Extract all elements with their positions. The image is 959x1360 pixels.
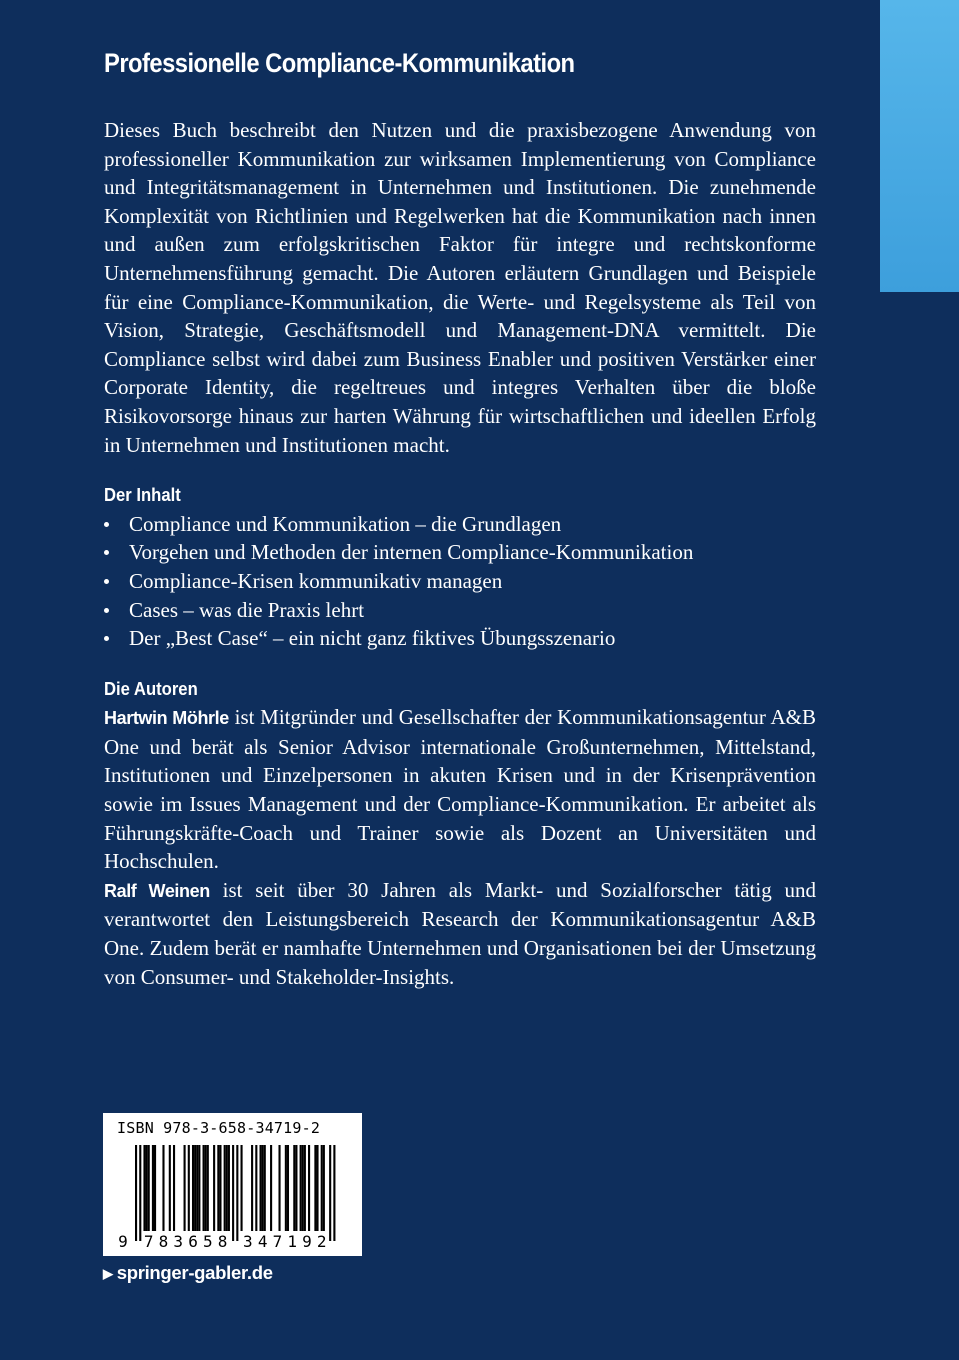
barcode-bar <box>333 1145 335 1241</box>
barcode-bar <box>198 1145 200 1231</box>
list-item-text: Der „Best Case“ – ein nicht ganz fiktives Übungsszenario <box>129 626 616 651</box>
author-bio-weinen <box>104 876 816 991</box>
barcode-bar <box>194 1145 196 1231</box>
barcode-bar <box>316 1145 318 1231</box>
barcode-bar <box>162 1145 164 1231</box>
barcode-bar <box>251 1145 253 1231</box>
barcode-graphic <box>103 1113 362 1256</box>
list-item-text: Compliance-Krisen kommunikativ managen <box>129 568 503 593</box>
barcode-bar <box>148 1145 150 1231</box>
publisher-website-text: springer-gabler.de <box>116 1262 273 1283</box>
list-item <box>104 510 816 539</box>
barcode-bar <box>173 1145 175 1231</box>
barcode-bar <box>188 1145 190 1231</box>
bullet-icon <box>104 522 109 527</box>
barcode-bar <box>255 1145 257 1231</box>
barcode-bar <box>228 1145 230 1231</box>
barcode-bar <box>232 1145 234 1241</box>
list-item-text: Vorgehen und Methoden der internen Compliance-Kommunikation <box>129 540 694 565</box>
barcode-bar <box>219 1145 221 1231</box>
barcode-bar <box>226 1145 228 1231</box>
authors-heading: Die Autoren <box>104 677 198 699</box>
barcode-bar <box>135 1145 137 1241</box>
barcode-digit: 9 <box>302 1232 312 1251</box>
barcode-bar <box>321 1145 323 1231</box>
barcode-bar <box>146 1145 148 1231</box>
barcode-bar <box>192 1145 194 1231</box>
barcode-digit: 5 <box>202 1232 213 1251</box>
barcode-digit: 3 <box>173 1232 184 1251</box>
accent-strip <box>880 0 959 292</box>
list-item <box>104 624 816 653</box>
barcode-digit: 2 <box>316 1232 327 1251</box>
barcode-bar <box>270 1145 272 1231</box>
barcode-bar <box>139 1145 141 1241</box>
barcode-bar <box>224 1145 226 1231</box>
barcode-bar <box>196 1145 198 1231</box>
barcode-bar <box>264 1145 266 1231</box>
barcode-bar <box>154 1145 156 1231</box>
barcode-bar <box>295 1145 297 1231</box>
book-description: Dieses Buch beschreibt den Nutzen und die praxisbezogene Anwendung von professioneller Kommunikation zur wirksamen Implementierung von Compliance und Integritätsmanagement in Unternehmen und Institutionen. Die zunehmende Komplexität von Richtlinien und Regelwerken hat die Kommunikation nach innen und außen zum erfolgskritischen Faktor für integre und rechtskonforme Unternehmensführung gemacht. Die Autoren erläutern Grundlagen und Beispiele für eine Compliance-Kommunikation, die Werte- und Regelsysteme als Teil von Vision, Strategie, Geschäftsmodell und Management-DNA vermittelt. Die Compliance selbst wird dabei zum Business Enabler und positiven Verstärker einer Corporate Identity, die regeltreues und integres Verhalten über die bloße Risikovorsorge hinaus zur harten Währung für wirtschaftlichen und ideellen Erfolg in Unternehmen und Institutionen macht. <box>104 118 816 457</box>
bullet-icon <box>104 608 109 613</box>
contents-list <box>104 510 816 653</box>
barcode-bar <box>300 1145 302 1231</box>
barcode-bar <box>278 1145 280 1231</box>
barcode-digit: 8 <box>158 1232 169 1251</box>
list-item <box>104 567 816 596</box>
barcode-bar <box>143 1145 145 1231</box>
barcode-bar <box>169 1145 171 1231</box>
barcode-bar <box>259 1145 261 1231</box>
contents-heading: Der Inhalt <box>104 484 181 506</box>
isbn-label: ISBN 978-3-658-34719-2 <box>117 1119 321 1137</box>
back-cover-content <box>104 40 816 991</box>
author-bio-text: ist seit über 30 Jahren als Markt- und Sozialforscher tätig und verantwortet den Leistungsbereich Research der Kommunikationsagentur A&B One. Zudem berät er namhafte Unternehmen und Organisationen bei der Umsetzung von Consumer- und Stakeholder-Insights. <box>104 877 816 989</box>
author-name: Hartwin Möhrle <box>104 708 229 729</box>
barcode-bar <box>205 1145 207 1231</box>
barcode-bar <box>241 1145 243 1231</box>
list-item <box>104 538 816 567</box>
barcode-bar <box>302 1145 304 1231</box>
barcode-digit: 9 <box>118 1232 128 1251</box>
barcode-bar <box>184 1145 186 1231</box>
author-bio-moehrle <box>104 703 816 876</box>
list-item-text: Compliance und Kommunikation – die Grundlagen <box>129 511 562 536</box>
barcode-digit: 3 <box>243 1232 253 1251</box>
barcode-bar <box>217 1145 219 1231</box>
author-bio-text: ist Mitgründer und Gesellschafter der Kommunikationsagentur A&B One und berät als Senior Advisor internationale Großunternehmen, Mittelstand, Institutionen und Einzelpersonen in akuten Krisen und in der Krisenprävention sowie im Issues Management und der Compliance-Kommunikation. Er arbeitet als Führungskräfte-Coach und Trainer sowie als Dozent an Universitäten und Hochschulen. <box>104 705 816 874</box>
barcode-bar <box>329 1145 331 1241</box>
barcode-bar <box>236 1145 238 1241</box>
barcode-digit: 4 <box>257 1232 268 1251</box>
play-arrow-icon: ▶ <box>103 1266 113 1281</box>
barcode-bar <box>287 1145 289 1231</box>
barcode-digit: 1 <box>287 1232 298 1251</box>
barcode-bar <box>314 1145 316 1231</box>
isbn-barcode <box>103 1113 362 1256</box>
bullet-icon <box>104 636 109 641</box>
barcode-bar <box>203 1145 205 1231</box>
barcode-bar <box>213 1145 215 1231</box>
book-title: Professionelle Compliance-Kommunikation <box>104 48 575 78</box>
barcode-bar <box>308 1145 310 1231</box>
barcode-bar <box>207 1145 209 1231</box>
barcode-bar <box>152 1145 154 1231</box>
barcode-digit: 7 <box>143 1232 154 1251</box>
barcode-digit: 8 <box>217 1232 228 1251</box>
barcode-bar <box>304 1145 306 1231</box>
list-item <box>104 596 816 625</box>
barcode-bar <box>293 1145 295 1231</box>
bullet-icon <box>104 550 109 555</box>
barcode-bar <box>262 1145 264 1231</box>
bullet-icon <box>104 579 109 584</box>
list-item-text: Cases – was die Praxis lehrt <box>129 597 365 622</box>
publisher-website-link[interactable] <box>103 1262 273 1284</box>
barcode-digit: 6 <box>188 1232 198 1251</box>
contents-section <box>104 481 816 653</box>
author-name: Ralf Weinen <box>104 880 210 901</box>
barcode-bar <box>323 1145 325 1231</box>
authors-section <box>104 675 816 992</box>
barcode-bar <box>285 1145 287 1231</box>
barcode-digit: 7 <box>272 1232 283 1251</box>
